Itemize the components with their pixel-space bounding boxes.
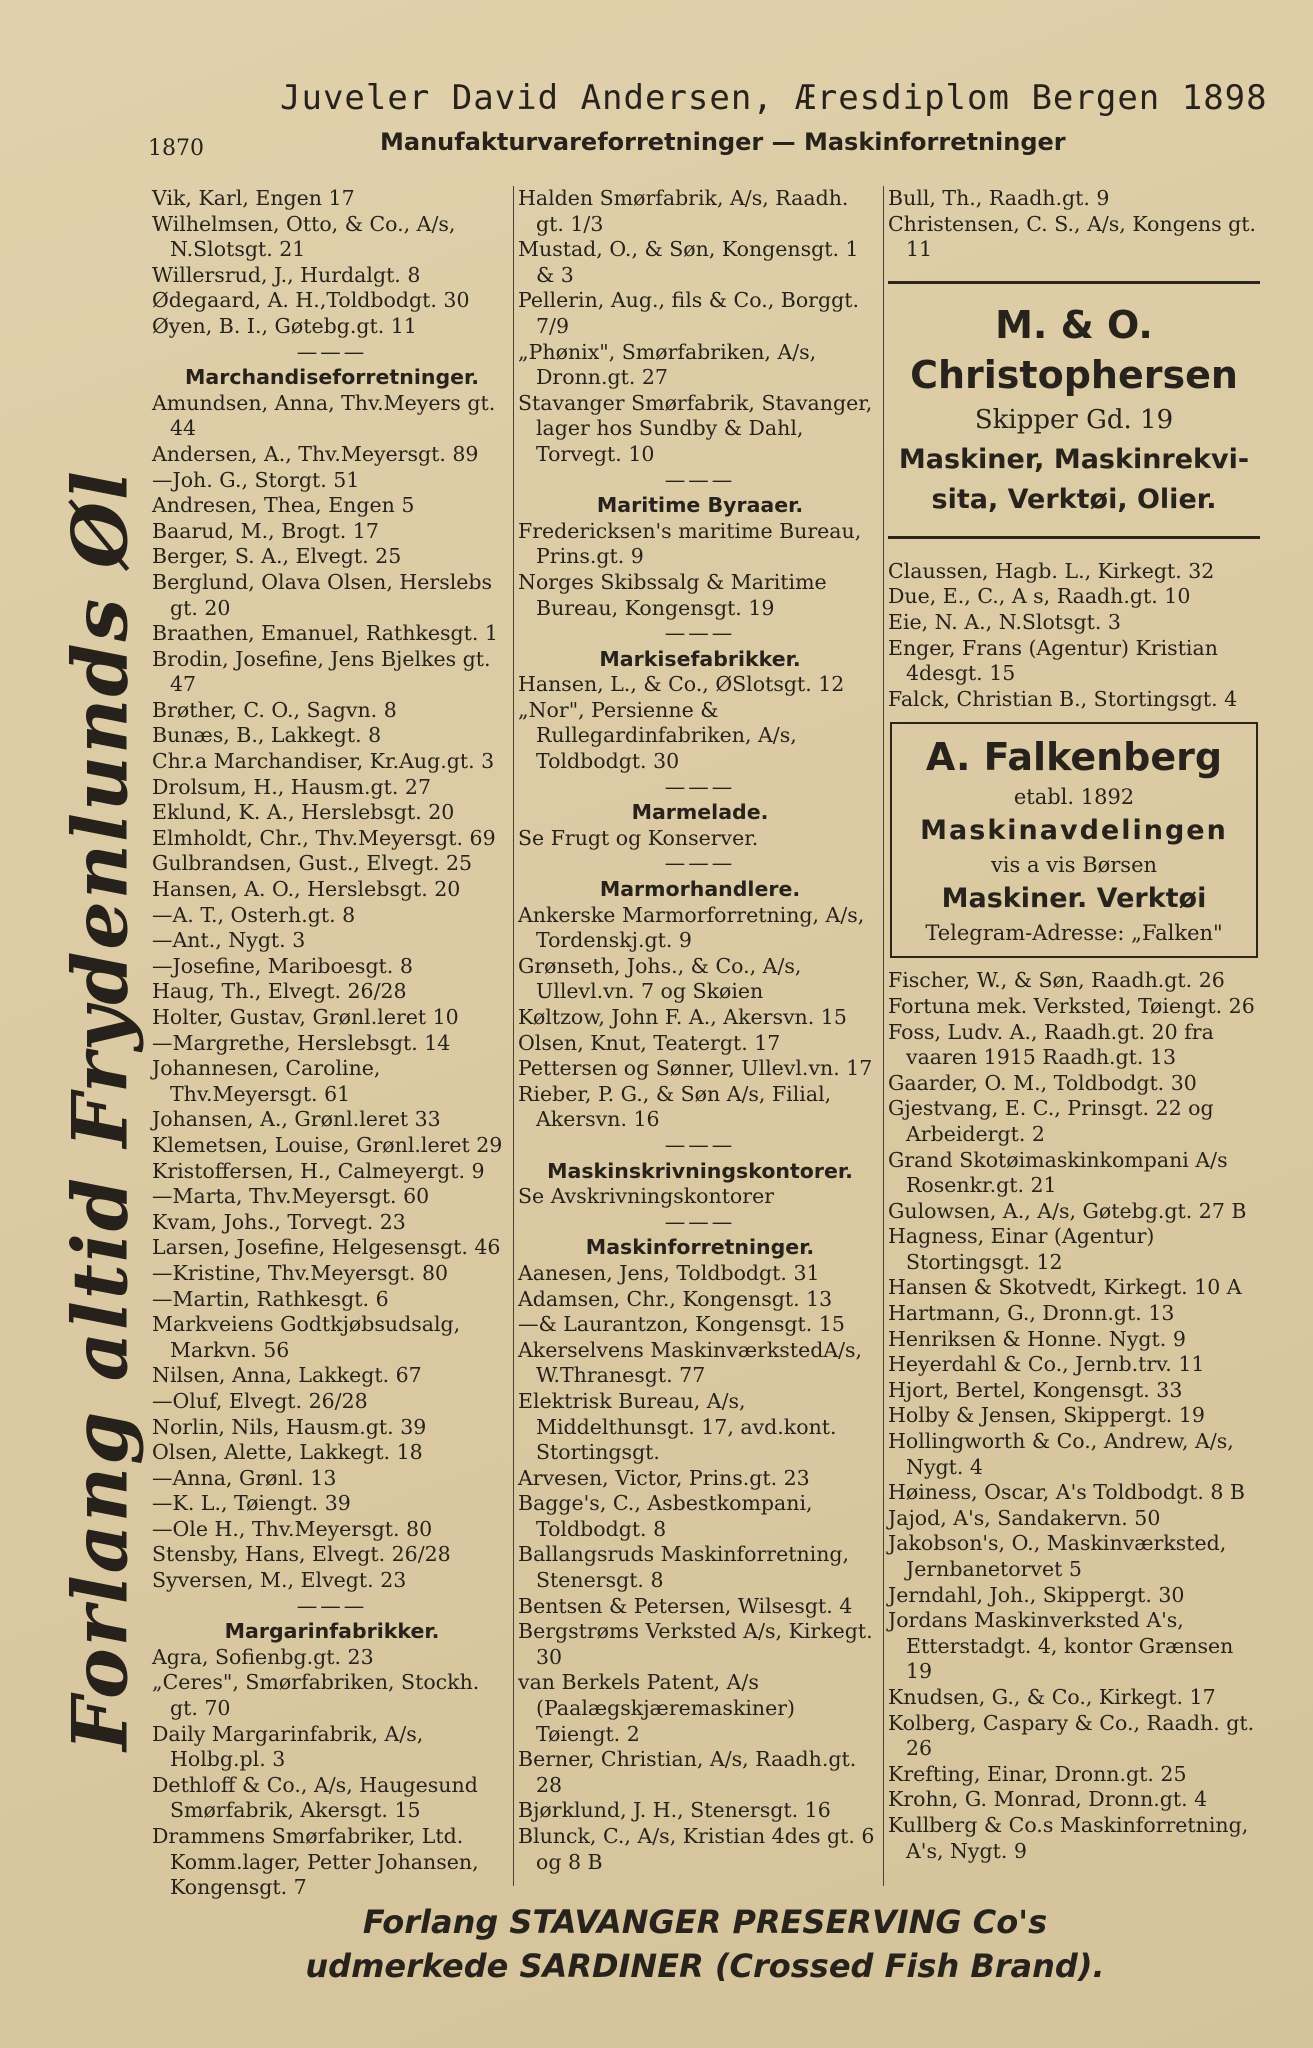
section-separator: ——— xyxy=(664,621,736,646)
section-heading: Marmelade. xyxy=(631,800,769,825)
section-separator: ——— xyxy=(664,1132,736,1157)
directory-entry: Due, E., C., A s, Raadh.gt. 10 xyxy=(888,584,1191,609)
directory-entry: —Marta, Thv.Meyersgt. 60 xyxy=(152,1184,430,1209)
directory-entry: —Ole H., Thv.Meyersgt. 80 xyxy=(152,1516,433,1541)
directory-entry: Hansen, L., & Co., ØSlotsgt. 12 xyxy=(518,672,845,697)
section-separator: ——— xyxy=(664,851,736,876)
directory-entry: Jordans Maskinverksted A's, Etterstadgt. 4, kontor Grænsen 19 xyxy=(888,1608,1234,1684)
directory-entry: Foss, Ludv. A., Raadh.gt. 20 fra vaaren 1915 Raadh.gt. 13 xyxy=(888,1019,1214,1070)
directory-entry: Bentsen & Petersen, Wilsesgt. 4 xyxy=(518,1593,853,1618)
section-heading: Maskinskrivningskontorer. xyxy=(547,1158,853,1183)
directory-entry: Hollingworth & Co., Andrew, A/s, Nygt. 4 xyxy=(888,1429,1234,1479)
directory-entry: Andersen, A., Thv.Meyersgt. 89 xyxy=(152,441,479,466)
directory-entry: Christensen, C. S., A/s, Kongens gt. 11 xyxy=(888,211,1257,262)
directory-entry: —K. L., Tøiengt. 39 xyxy=(152,1491,351,1516)
directory-entry: Kolberg, Caspary & Co., Raadh. gt. 26 xyxy=(888,1710,1255,1761)
directory-entry: Haug, Th., Elvegt. 26/28 xyxy=(152,979,407,1004)
directory-entry: Kullberg & Co.s Maskinforretning, A's, Nygt. 9 xyxy=(888,1812,1249,1863)
directory-entry: Berger, S. A., Elvegt. 25 xyxy=(152,544,402,569)
directory-entry: Elmholdt, Chr., Thv.Meyersgt. 69 xyxy=(152,825,496,850)
directory-entry: Brodin, Josefine, Jens Bjelkes gt. 47 xyxy=(152,646,491,697)
directory-entry: Johansen, A., Grønl.leret 33 xyxy=(152,1107,441,1132)
directory-entry: Larsen, Josefine, Helgesensgt. 46 xyxy=(152,1235,501,1260)
ad-address: Skipper Gd. 19 xyxy=(974,404,1174,435)
directory-entry: Baarud, M., Brogt. 17 xyxy=(152,518,379,543)
directory-entry: Gjestvang, E. C., Prinsgt. 22 og Arbeidergt. 2 xyxy=(888,1096,1214,1146)
directory-entry: Dethloff & Co., A/s, Haugesund Smørfabrik, Akersgt. 15 xyxy=(152,1772,478,1823)
directory-entry: Se Frugt og Konserver. xyxy=(518,825,759,850)
directory-entry: Berner, Christian, A/s, Raadh.gt. 28 xyxy=(518,1747,857,1797)
ad-telegram: Telegram-Adresse: „Falken" xyxy=(925,921,1223,946)
directory-entry: Markveiens Godtkjøbsudsalg, Markvn. 56 xyxy=(152,1312,461,1362)
directory-entry: Kristoffersen, H., Calmeyergt. 9 xyxy=(152,1158,485,1183)
falkenberg-advertisement xyxy=(890,722,1258,958)
column-divider xyxy=(883,186,884,1886)
section-heading: Maskinforretninger. xyxy=(585,1235,815,1260)
directory-entry: Norges Skibssalg & Maritime Bureau, Kongensgt. 19 xyxy=(518,569,827,620)
directory-entry: Enger, Frans (Agentur) Kristian 4desgt. 15 xyxy=(888,635,1218,686)
directory-entry: —Joh. G., Storgt. 51 xyxy=(152,467,360,492)
ad-company-name: M. & O. Christophersen xyxy=(910,302,1238,397)
directory-entry: —Oluf, Elvegt. 26/28 xyxy=(152,1388,368,1413)
directory-entry: Klemetsen, Louise, Grønl.leret 29 xyxy=(152,1132,503,1157)
header-title: Juveler David Andersen, Æresdiplom Bergen 1898 xyxy=(280,78,1268,118)
ad-established: etabl. 1892 xyxy=(1013,785,1135,810)
directory-entry: Falck, Christian B., Stortingsgt. 4 xyxy=(888,686,1238,711)
directory-entry: Akerselvens MaskinværkstedA/s, W.Thranesgt. 77 xyxy=(518,1337,863,1388)
directory-entry: Pettersen og Sønner, Ullevl.vn. 17 xyxy=(518,1056,873,1081)
directory-entry: Ankerske Marmorforretning, A/s, Tordenskj.gt. 9 xyxy=(518,902,865,953)
directory-entry: Norlin, Nils, Hausm.gt. 39 xyxy=(152,1414,427,1439)
column-divider xyxy=(513,186,514,1886)
directory-entry: Køltzow, John F. A., Akersvn. 15 xyxy=(518,1005,847,1029)
directory-entry: Adamsen, Chr., Kongensgt. 13 xyxy=(518,1286,833,1311)
directory-entry: Henriksen & Honne. Nygt. 9 xyxy=(888,1326,1186,1351)
section-heading: Maritime Byraaer. xyxy=(596,493,804,518)
directory-entry: Øyen, B. I., Gøtebg.gt. 11 xyxy=(152,313,417,338)
section-separator: ——— xyxy=(664,467,736,492)
directory-entry: Johannesen, Caroline, Thv.Meyersgt. 61 xyxy=(152,1056,381,1106)
directory-entry: Vik, Karl, Engen 17 xyxy=(152,186,355,210)
directory-entry: Jajod, A's, Sandakervn. 50 xyxy=(888,1505,1161,1530)
footer-advertisement xyxy=(150,1900,1260,1988)
directory-entry: Hartmann, G., Dronn.gt. 13 xyxy=(888,1301,1175,1326)
column-1 xyxy=(152,186,512,1901)
directory-entry: Bull, Th., Raadh.gt. 9 xyxy=(888,186,1110,210)
ad-location: vis a vis Børsen xyxy=(990,853,1158,878)
column-3-middle xyxy=(888,559,1260,713)
directory-entry: Se Avskrivningskontorer xyxy=(518,1184,775,1209)
section-separator: ——— xyxy=(664,774,736,799)
directory-entry: Krefting, Einar, Dronn.gt. 25 xyxy=(888,1761,1187,1786)
directory-entry: „Ceres", Smørfabriken, Stockh. gt. 70 xyxy=(152,1670,480,1721)
directory-entry: —A. T., Osterh.gt. 8 xyxy=(152,902,356,927)
directory-entry: Gulbrandsen, Gust., Elvegt. 25 xyxy=(152,851,473,876)
directory-entry: Fortuna mek. Verksted, Tøiengt. 26 xyxy=(888,993,1255,1018)
directory-entry: Braathen, Emanuel, Rathkesgt. 1 xyxy=(152,621,498,646)
ad-department: Maskinavdelingen xyxy=(920,815,1228,847)
section-heading: Marchandiseforretninger. xyxy=(184,365,480,390)
directory-entry: —Ant., Nygt. 3 xyxy=(152,928,306,953)
directory-entry: Jerndahl, Joh., Skippergt. 30 xyxy=(888,1582,1185,1607)
directory-entry: Eklund, K. A., Herslebsgt. 20 xyxy=(152,800,455,825)
directory-entry: —Kristine, Thv.Meyersgt. 80 xyxy=(152,1260,449,1285)
directory-entry: Willersrud, J., Hurdalgt. 8 xyxy=(152,262,421,287)
directory-entry: Mustad, O., & Søn, Kongensgt. 1 & 3 xyxy=(518,237,859,287)
directory-entry: Knudsen, G., & Co., Kirkegt. 17 xyxy=(888,1684,1216,1709)
directory-entry: Brøther, C. O., Sagvn. 8 xyxy=(152,697,397,722)
directory-entry: Olsen, Alette, Lakkegt. 18 xyxy=(152,1440,423,1465)
directory-entry: Heyerdahl & Co., Jernb.trv. 11 xyxy=(888,1352,1205,1377)
directory-entry: Høiness, Oscar, A's Toldbodgt. 8 B xyxy=(888,1480,1245,1505)
directory-entry: —& Laurantzon, Kongensgt. 15 xyxy=(518,1312,845,1337)
directory-entry: Claussen, Hagb. L., Kirkegt. 32 xyxy=(888,558,1215,583)
footer-line: udmerkede SARDINER (Crossed Fish Brand). xyxy=(305,1947,1105,1985)
section-heading: Markisefabrikker. xyxy=(599,646,801,671)
directory-entry: Kvam, Johs., Torvegt. 23 xyxy=(152,1209,406,1234)
header-subtitle: Manufakturvareforretninger — Maskinforretninger xyxy=(380,128,1066,156)
directory-entry: Bagge's, C., Asbestkompani, Toldbodgt. 8 xyxy=(518,1491,813,1541)
directory-entry: Grand Skotøimaskinkompani A/s Rosenkr.gt. 21 xyxy=(888,1147,1228,1198)
directory-entry: Hagness, Einar (Agentur) Stortingsgt. 12 xyxy=(888,1224,1155,1274)
column-3-top xyxy=(888,186,1260,263)
directory-entry: Ballangsruds Maskinforretning, Stenersgt. 8 xyxy=(518,1542,850,1593)
directory-entry: Hjort, Bertel, Kongensgt. 33 xyxy=(888,1377,1183,1402)
ad-products: Maskiner. Verktøi xyxy=(941,883,1207,915)
directory-entry: Agra, Sofienbg.gt. 23 xyxy=(152,1644,374,1669)
column-2 xyxy=(518,186,882,1875)
directory-entry: Drammens Smørfabriker, Ltd. Komm.lager, Petter Johansen, Kongensgt. 7 xyxy=(152,1824,479,1900)
directory-entry: Chr.a Marchandiser, Kr.Aug.gt. 3 xyxy=(152,749,495,774)
directory-entry: Ødegaard, A. H.,Toldbodgt. 30 xyxy=(152,288,470,313)
directory-entry: Hansen, A. O., Herslebsgt. 20 xyxy=(152,877,461,902)
directory-entry: van Berkels Patent, A/s (Paalægskjæremaskiner) Tøiengt. 2 xyxy=(518,1670,796,1746)
directory-entry: Rieber, P. G., & Søn A/s, Filial, Akersvn. 16 xyxy=(518,1081,832,1132)
side-ad-text: Forlang altid Frydenlunds Øl xyxy=(55,469,145,1751)
section-separator: ——— xyxy=(296,339,368,364)
directory-entry: Nilsen, Anna, Lakkegt. 67 xyxy=(152,1363,422,1388)
directory-entry: —Josefine, Mariboesgt. 8 xyxy=(152,953,413,978)
footer-line: Forlang STAVANGER PRESERVING Co's xyxy=(362,1903,1048,1941)
directory-entry: —Martin, Rathkesgt. 6 xyxy=(152,1286,389,1311)
ad-description-line: sita, Verktøi, Olier. xyxy=(931,483,1217,515)
directory-entry: Holby & Jensen, Skippergt. 19 xyxy=(888,1403,1205,1428)
directory-entry: Stavanger Smørfabrik, Stavanger, lager hos Sundby & Dahl, Torvegt. 10 xyxy=(518,390,873,466)
directory-entry: Bjørklund, J. H., Stenersgt. 16 xyxy=(518,1798,831,1823)
directory-entry: Hansen & Skotvedt, Kirkegt. 10 A xyxy=(888,1275,1242,1300)
directory-entry: „Nor", Persienne & Rullegardinfabriken, A/s, Toldbodgt. 30 xyxy=(518,697,797,774)
column-3 xyxy=(888,186,1260,1864)
directory-entry: Blunck, C., A/s, Kristian 4des gt. 6 og 8 B xyxy=(518,1824,875,1874)
page-number: 1870 xyxy=(148,136,204,161)
directory-entry: Halden Smørfabrik, A/s, Raadh. gt. 1/3 xyxy=(518,186,849,236)
directory-entry: Fischer, W., & Søn, Raadh.gt. 26 xyxy=(888,968,1225,993)
directory-entry: Andresen, Thea, Engen 5 xyxy=(152,493,415,518)
ad-company-name: A. Falkenberg xyxy=(925,735,1223,780)
directory-entry: Berglund, Olava Olsen, Herslebs gt. 20 xyxy=(152,569,493,620)
directory-entry: Aanesen, Jens, Toldbodgt. 31 xyxy=(518,1260,820,1285)
directory-entry: —Anna, Grønl. 13 xyxy=(152,1465,337,1490)
directory-entry: Krohn, G. Monrad, Dronn.gt. 4 xyxy=(888,1787,1208,1812)
directory-entry: Gulowsen, A., A/s, Gøtebg.gt. 27 B xyxy=(888,1198,1247,1223)
directory-entry: Arvesen, Victor, Prins.gt. 23 xyxy=(518,1465,810,1490)
directory-entry: Eie, N. A., N.Slotsgt. 3 xyxy=(888,609,1121,634)
directory-entry: Olsen, Knut, Teatergt. 17 xyxy=(518,1030,781,1055)
directory-entry: Daily Margarinfabrik, A/s, Holbg.pl. 3 xyxy=(152,1721,424,1772)
section-separator: ——— xyxy=(664,1209,736,1234)
directory-entry: Wilhelmsen, Otto, & Co., A/s, N.Slotsgt. 21 xyxy=(152,211,456,262)
directory-entry: Gaarder, O. M., Toldbodgt. 30 xyxy=(888,1070,1197,1095)
directory-entry: Amundsen, Anna, Thv.Meyers gt. 44 xyxy=(152,390,496,441)
section-heading: Margarinfabrikker. xyxy=(224,1619,440,1644)
section-heading: Marmorhandlere. xyxy=(599,877,801,902)
directory-entry: Drolsum, H., Hausm.gt. 27 xyxy=(152,774,432,799)
side-advertisement xyxy=(40,469,160,1751)
directory-entry: —Margrethe, Herslebsgt. 14 xyxy=(152,1030,451,1055)
directory-entry: Bunæs, B., Lakkegt. 8 xyxy=(152,723,382,748)
directory-entry: Elektrisk Bureau, A/s, Middelthunsgt. 17, avd.kont. Stortingsgt. xyxy=(518,1388,837,1465)
directory-entry: „Phønix", Smørfabriken, A/s, Dronn.gt. 27 xyxy=(518,339,817,390)
directory-entry: Syversen, M., Elvegt. 23 xyxy=(152,1568,407,1593)
directory-entry: Grønseth, Johs., & Co., A/s, Ullevl.vn. 7 og Skøien xyxy=(518,953,802,1004)
directory-entry: Pellerin, Aug., fils & Co., Borggt. 7/9 xyxy=(518,288,859,338)
directory-entry: Holter, Gustav, Grønl.leret 10 xyxy=(152,1005,459,1029)
directory-entry: Jakobson's, O., Maskinværksted, Jernbanetorvet 5 xyxy=(888,1531,1227,1581)
directory-entry: Stensby, Hans, Elvegt. 26/28 xyxy=(152,1542,451,1567)
christophersen-advertisement xyxy=(888,281,1260,539)
ad-description-line: Maskiner, Maskinrekvi- xyxy=(898,443,1250,475)
directory-entry: Fredericksen's maritime Bureau, Prins.gt. 9 xyxy=(518,518,862,569)
section-separator: ——— xyxy=(296,1593,368,1618)
directory-entry: Bergstrøms Verksted A/s, Kirkegt. 30 xyxy=(518,1619,873,1669)
column-3-bottom xyxy=(888,968,1260,1864)
